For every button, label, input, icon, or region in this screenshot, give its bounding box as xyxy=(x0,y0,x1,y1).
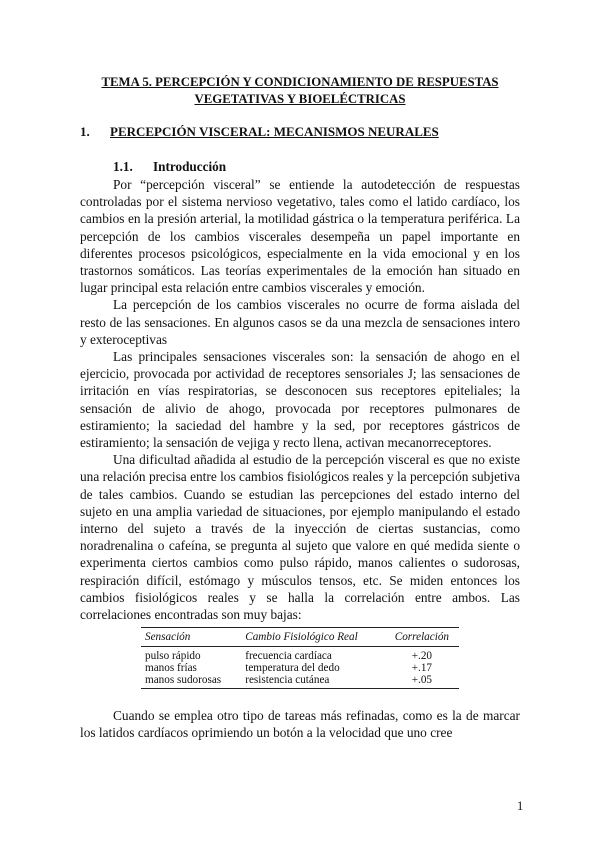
paragraph: La percepción de los cambios viscerales no ocurre de forma aislada del resto de las sensaciones. En algunos casos se da una mezcla de sensaciones intero y exteroceptivas xyxy=(80,297,520,347)
table-cell: manos frías xyxy=(145,662,197,675)
table-cell: +.17 xyxy=(411,662,433,675)
table-header-sensacion: Sensación xyxy=(141,628,241,647)
table-row xyxy=(141,674,459,689)
table-cell: pulso rápido xyxy=(145,650,201,663)
paragraph-final: Cuando se emplea otro tipo de tareas más refinadas, como es la de marcar los latidos cardíacos oprimiendo un botón a la velocidad que uno cree xyxy=(80,708,520,741)
table-row xyxy=(141,647,459,663)
document-title xyxy=(80,74,520,108)
correlation-table xyxy=(141,627,459,689)
table-header-cambio: Cambio Fisiológico Real xyxy=(241,628,385,647)
paragraph: Una dificultad añadida al estudio de la percepción visceral es que no existe una relación precisa entre los cambios fisiológicos reales y la percepción subjetiva de tales cambios. Cuando se estudian las percepciones del estado interno del sujeto en una amplia variedad de situaciones, por ejemplo manipulando el estado interno del sujeto a través de la inyección de ciertas sustancias, como noradrenalina o cafeína, se pregunta al sujeto que valore en qué medida siente o experimenta ciertos cambios como pulso rápido, manos calientes o sudorosas, respiración difícil, estómago y músculos tensos, etc. Se miden entonces los cambios fisiológicos reales y se halla la correlación entre ambos. Las correlaciones encontradas son muy bajas: xyxy=(80,452,520,623)
subsection-title: Introducción xyxy=(153,159,227,174)
paragraph: Las principales sensaciones viscerales son: la sensación de ahogo en el ejercicio, provocada por actividad de receptores sensoriales J; las sensaciones de irritación en vías respiratorias, se desconocen sus receptores epiteliales; la sensación de alivio de ahogo, provocada por receptores pulmonares de estiramiento; la saciedad del hambre y la sed, por receptores gástricos de estiramiento; la sensación de vejiga y recto llena, activan mecanorreceptores. xyxy=(80,349,520,451)
subsection-number: 1.1. xyxy=(113,159,133,174)
section-title: PERCEPCIÓN VISCERAL: MECANISMOS NEURALES xyxy=(110,124,439,139)
body-text xyxy=(80,176,520,742)
table-cell: resistencia cutánea xyxy=(241,674,385,689)
table-cell: manos sudorosas xyxy=(141,674,241,689)
table-row xyxy=(141,662,459,674)
paragraph: Por “percepción visceral” se entiende la autodetección de respuestas controladas por el sistema nervioso vegetativo, tales como el latido cardíaco, los cambios en la presión arterial, la motilidad gástrica o la temperatura periférica. La percepción de los cambios viscerales desempeña un papel importante en diferentes procesos psicológicos, especialmente en la vida emocional y en los trastornos somáticos. Las teorías experimentales de la emoción han situado en lugar principal esta relación entre cambios viscerales y emoción. xyxy=(80,177,520,296)
title-line-1: TEMA 5. PERCEPCIÓN Y CONDICIONAMIENTO DE RESPUESTAS xyxy=(101,75,499,89)
table-header-correlacion: Correlación xyxy=(385,628,459,647)
table-cell: frecuencia cardíaca xyxy=(245,650,332,663)
table-header-row xyxy=(141,628,459,647)
table-cell: +.20 xyxy=(411,650,433,663)
table-cell: +.05 xyxy=(385,674,459,689)
section-heading xyxy=(80,124,439,140)
page-number: 1 xyxy=(517,799,524,813)
subsection-heading xyxy=(113,159,226,175)
table-cell: temperatura del dedo xyxy=(245,662,340,675)
title-line-2: VEGETATIVAS Y BIOELÉCTRICAS xyxy=(194,92,406,106)
section-number: 1. xyxy=(80,124,90,139)
